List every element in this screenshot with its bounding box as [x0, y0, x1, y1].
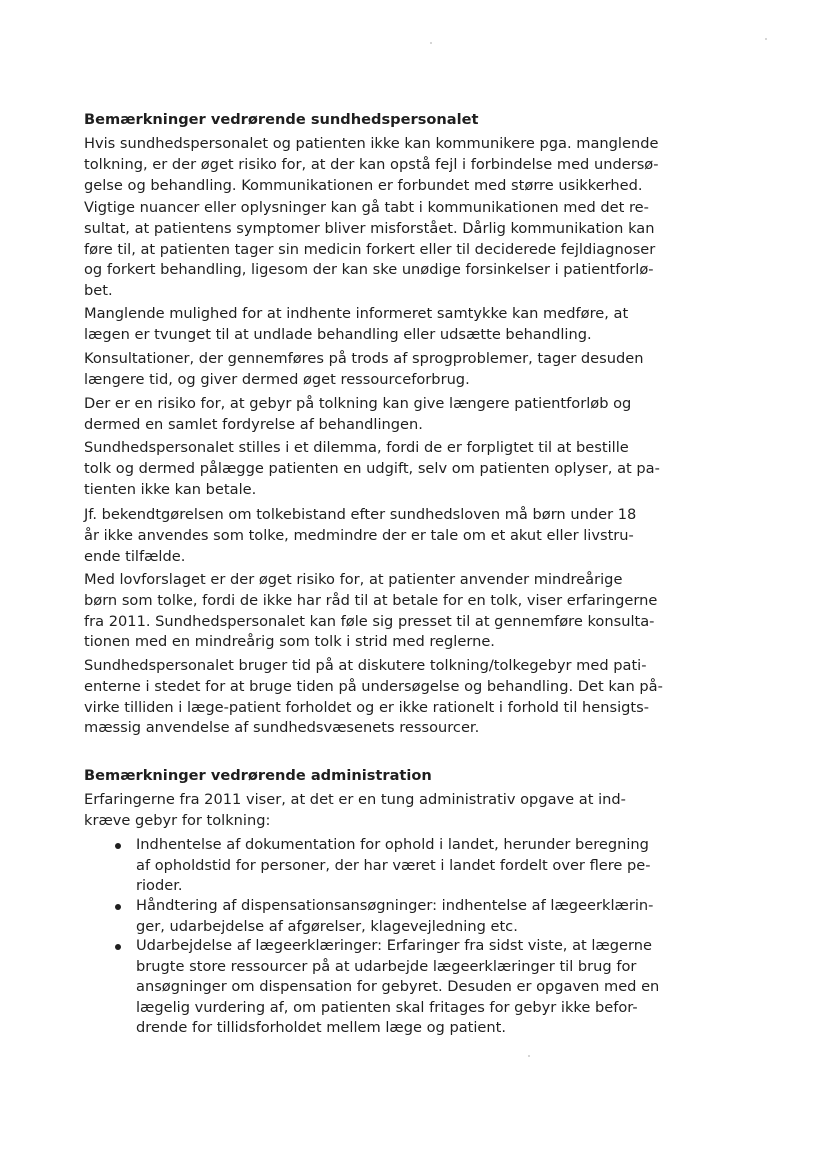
text-line: bet.: [84, 282, 113, 300]
text-line: føre til, at patienten tager sin medicin forkert eller til deciderede fejldiagnoser: [84, 240, 656, 258]
paragraph-time-spent-discussing: [84, 656, 663, 739]
section-heading-health-personnel: Bemærkninger vedrørende sundhedspersonalet: [84, 111, 479, 128]
section-heading-administration: Bemærkninger vedrørende administration: [84, 767, 432, 784]
text-line: ger, udarbejdelse af afgørelser, klagevejledning etc.: [136, 917, 518, 935]
text-line: virke tilliden i læge-patient forholdet og er ikke rationelt i forhold til hensigts-: [84, 698, 650, 716]
paragraph-informed-consent: [84, 304, 628, 346]
text-line: rioder.: [136, 877, 183, 894]
text-line: enterne i stedet for at bruge tiden på undersøgelse og behandling. Det kan på-: [84, 677, 663, 695]
text-line: brugte store ressourcer på at udarbejde lægeerklæringer til brug for: [136, 957, 637, 975]
paragraph-staff-dilemma: [84, 438, 660, 500]
text-line: tienten ikke kan betale.: [84, 480, 257, 498]
text-line: Vigtige nuancer eller oplysninger kan gå tabt i kommunikationen med det re-: [84, 199, 649, 216]
text-line: dermed en samlet fordyrelse af behandlingen.: [84, 415, 423, 433]
list-item-text: [136, 936, 659, 1039]
text-line: Manglende mulighed for at indhente informeret samtykke kan medføre, at: [84, 305, 629, 322]
text-line: Med lovforslaget er der øget risiko for, at patienter anvender mindreårige: [84, 571, 623, 588]
text-line: Udarbejdelse af lægeerklæringer: Erfaringer fra sidst viste, at lægerne: [136, 937, 652, 954]
text-line: tionen med en mindreårig som tolk i strid med reglerne.: [84, 633, 495, 651]
scan-speck: [765, 38, 767, 40]
scan-speck: [430, 42, 432, 44]
bullet-icon: [115, 843, 121, 849]
text-line: ansøgninger om dispensation for gebyret. Desuden er opgaven med en: [136, 978, 660, 995]
text-line: tolk og dermed pålægge patienten en udgift, selv om patienten oplyser, at pa-: [84, 459, 660, 477]
text-line: lægelig vurdering af, om patienten skal fritages for gebyr ikke befor-: [136, 998, 638, 1016]
text-line: Håndtering af dispensationsansøgninger: indhentelse af lægeerklærin-: [136, 897, 654, 914]
text-line: fra 2011. Sundhedspersonalet kan føle sig presset til at gennemføre konsulta-: [84, 612, 655, 630]
text-line: sultat, at patientens symptomer bliver misforstået. Dårlig kommunikation kan: [84, 219, 655, 237]
text-line: og forkert behandling, ligesom der kan ske unødige forsinkelser i patientforlø-: [84, 261, 654, 279]
paragraph-children-interpreters-rule: [84, 505, 636, 567]
text-line: Sundhedspersonalet bruger tid på at diskutere tolkning/tolkegebyr med pati-: [84, 657, 647, 674]
text-line: børn som tolke, fordi de ikke har råd til at betale for en tolk, viser erfaringerne: [84, 591, 658, 609]
bullet-icon: [115, 904, 121, 910]
text-line: Indhentelse af dokumentation for ophold i landet, herunder beregning: [136, 836, 649, 853]
paragraph-admin-intro: [84, 790, 626, 832]
paragraph-fee-risk: [84, 394, 631, 436]
list-item-text: [136, 835, 651, 897]
text-line: længere tid, og giver dermed øget ressourceforbrug.: [84, 370, 470, 388]
text-line: Jf. bekendtgørelsen om tolkebistand efter sundhedsloven må børn under 18: [84, 506, 637, 523]
text-line: år ikke anvendes som tolke, medmindre der er tale om et akut eller livstru-: [84, 526, 634, 544]
text-line: af opholdstid for personer, der har været i landet fordelt over flere pe-: [136, 856, 651, 874]
text-line: tolkning, er der øget risiko for, at der kan opstå fejl i forbindelse med undersø-: [84, 155, 659, 173]
text-line: mæssig anvendelse af sundhedsvæsenets ressourcer.: [84, 719, 480, 737]
text-line: kræve gebyr for tolkning:: [84, 811, 271, 829]
bullet-icon: [115, 944, 121, 950]
text-line: Hvis sundhedspersonalet og patienten ikke kan kommunikere pga. manglende: [84, 135, 659, 152]
text-line: Konsultationer, der gennemføres på trods af sprogproblemer, tager desuden: [84, 350, 644, 367]
text-line: Erfaringerne fra 2011 viser, at det er en tung administrativ opgave at ind-: [84, 791, 626, 808]
text-line: gelse og behandling. Kommunikationen er forbundet med større usikkerhed.: [84, 176, 643, 194]
text-line: drende for tillidsforholdet mellem læge og patient.: [136, 1019, 507, 1036]
scan-speck: [528, 1055, 530, 1057]
paragraph-minor-interpreters-risk: [84, 570, 657, 653]
list-item-text: [136, 896, 653, 937]
text-line: lægen er tvunget til at undlade behandling eller udsætte behandling.: [84, 325, 592, 343]
text-line: Sundhedspersonalet stilles i et dilemma, fordi de er forpligtet til at bestille: [84, 439, 629, 456]
paragraph-consultation-time: [84, 349, 644, 391]
text-line: ende tilfælde.: [84, 547, 186, 565]
paragraph-communication-risk: [84, 134, 659, 196]
paragraph-nuances-lost: [84, 198, 655, 302]
text-line: Der er en risiko for, at gebyr på tolkning kan give længere patientforløb og: [84, 395, 632, 412]
